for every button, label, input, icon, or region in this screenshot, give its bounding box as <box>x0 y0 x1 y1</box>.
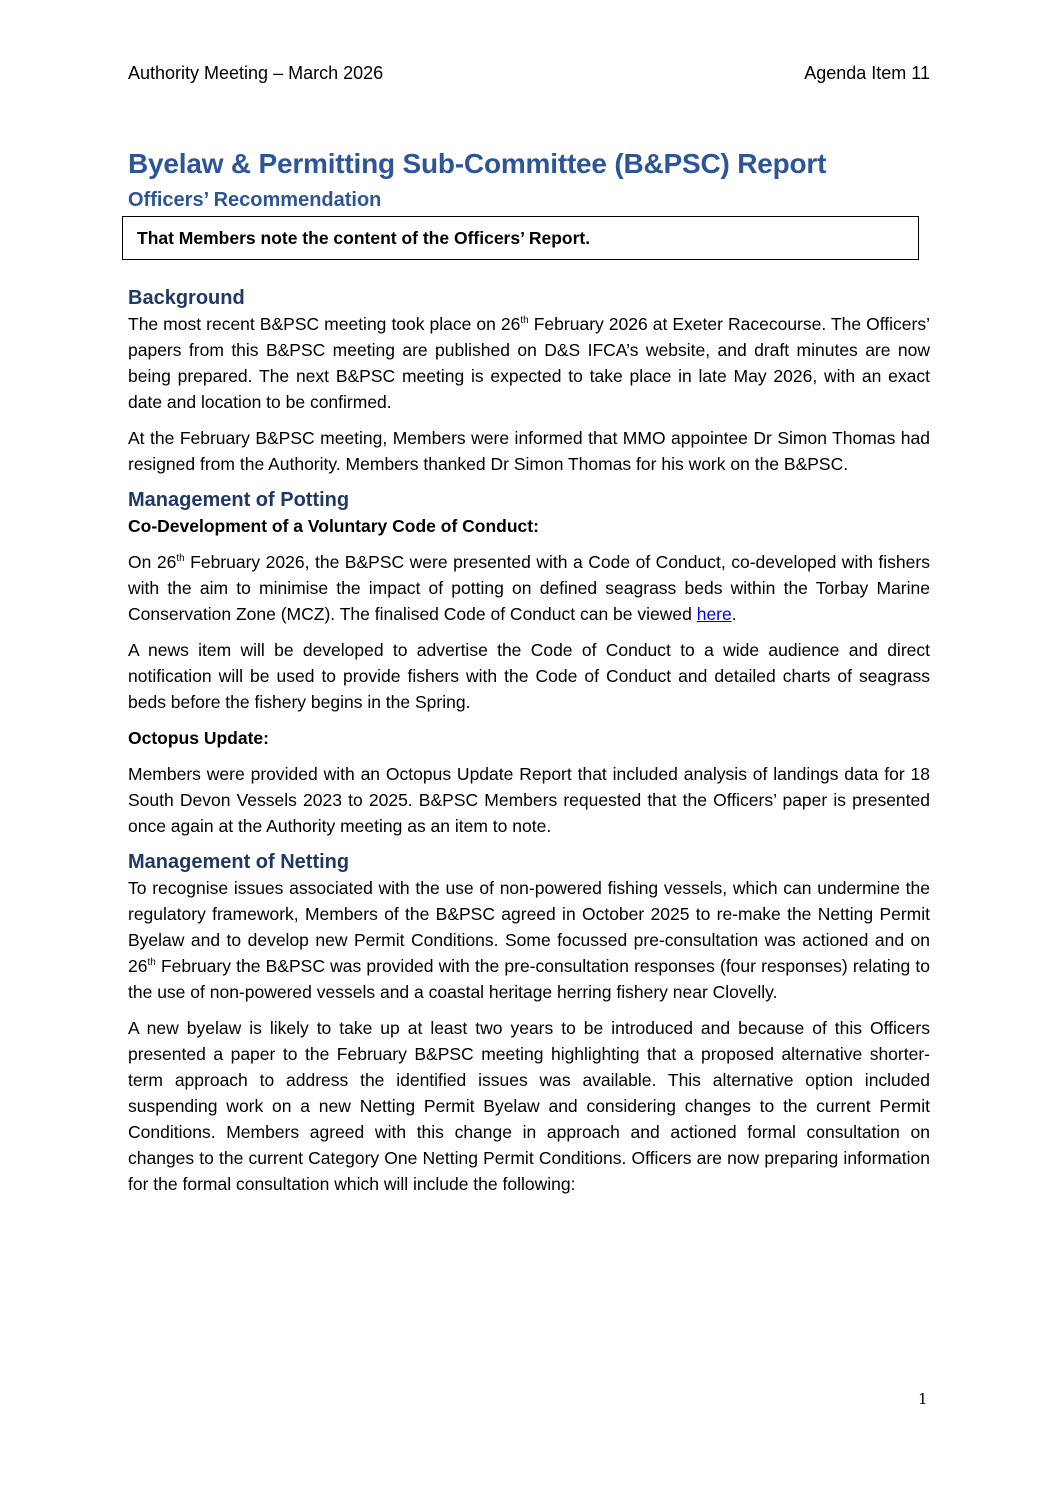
netting-paragraph-1: To recognise issues associated with the use of non-powered fishing vessels, which can undermine the regulatory framework, Members of the B&PSC agreed in October 2025 to re-make the Netting Permit Byelaw and to develop new Permit Conditions. Some focussed pre-consultation was actioned and on 26th February the B&PSC was provided with the pre-consultation responses (four responses) relating to the use of non-powered vessels and a coastal heritage herring fishery near Clovelly. <box>128 878 930 1002</box>
potting-paragraph-2: A news item will be developed to advertise the Code of Conduct to a wide audience and direct notification will be used to provide fishers with the Code of Conduct and detailed charts of seagrass beds before the fishery begins in the Spring. <box>128 640 930 712</box>
page-number: 1 <box>918 1390 928 1408</box>
potting-heading: Management of Potting <box>128 489 350 511</box>
potting-paragraph-1: On 26th February 2026, the B&PSC were presented with a Code of Conduct, co-developed with fishers with the aim to minimise the impact of potting on defined seagrass beds within the Torbay Marine Conservation Zone (MCZ). The finalised Code of Conduct can be viewed here. <box>128 552 930 624</box>
netting-paragraph-2: A new byelaw is likely to take up at least two years to be introduced and because of this Officers presented a paper to the February B&PSC meeting highlighting that a proposed alternative shorter-term approach to address the identified issues was available. This alternative option included suspending work on a new Netting Permit Byelaw and considering changes to the current Permit Conditions. Members agreed with this change in approach and actioned formal consultation on changes to the current Category One Netting Permit Conditions. Officers are now preparing information for the formal consultation which will include the following: <box>128 1018 930 1194</box>
recommendation-box <box>122 216 919 260</box>
page-header <box>128 63 930 87</box>
code-of-conduct-subheading: Co-Development of a Voluntary Code of Conduct: <box>128 516 539 536</box>
header-agenda-item: Agenda Item 11 <box>804 63 930 83</box>
background-paragraph-1: The most recent B&PSC meeting took place on 26th February 2026 at Exeter Racecourse. The Officers’ papers from this B&PSC meeting are published on D&S IFCA’s website, and draft minutes are now being prepared. The next B&PSC meeting is expected to take place in late May 2026, with an exact date and location to be confirmed. <box>128 314 930 412</box>
netting-heading: Management of Netting <box>128 851 350 873</box>
recommendation-text: That Members note the content of the Officers’ Report. <box>137 228 591 248</box>
octopus-paragraph: Members were provided with an Octopus Update Report that included analysis of landings data for 18 South Devon Vessels 2023 to 2025. B&PSC Members requested that the Officers’ paper is presented once again at the Authority meeting as an item to note. <box>128 764 930 836</box>
recommendation-heading: Officers’ Recommendation <box>128 189 382 211</box>
report-title: Byelaw & Permitting Sub-Committee (B&PSC) Report <box>128 148 827 179</box>
report-body <box>128 285 930 1197</box>
background-paragraph-2: At the February B&PSC meeting, Members were informed that MMO appointee Dr Simon Thomas had resigned from the Authority. Members thanked Dr Simon Thomas for his work on the B&PSC. <box>128 428 930 474</box>
background-heading: Background <box>128 287 245 309</box>
octopus-update-subheading: Octopus Update: <box>128 728 269 748</box>
code-of-conduct-link[interactable]: here <box>696 604 732 624</box>
header-meeting-title: Authority Meeting – March 2026 <box>128 63 384 83</box>
